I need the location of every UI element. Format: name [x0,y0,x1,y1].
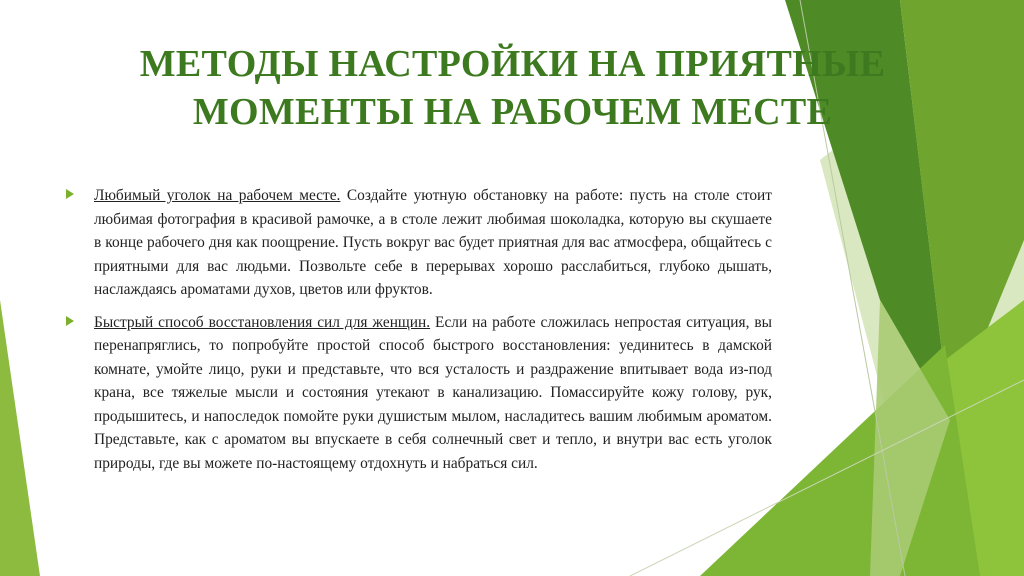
bullet-item-favorite-corner [66,184,772,302]
left-green-triangle [0,300,40,576]
bullet-text: Создайте уютную обстановку на работе: пусть на столе стоит любимая фотография в красивой рамочке, а в столе лежит любимая шоколадка, которую вы скушаете в конце рабочего дня как поощрение. Пусть вокруг вас будет приятная для вас атмосфера, общайтесь с приятными для вас людьми. Позвольте себе в перерывах хорошо расслабиться, глубоко дышать, наслаждаясь ароматами духов, цветов или фруктов. [94,187,772,298]
bullet-item-quick-recovery [66,311,772,476]
bullet-lead: Быстрый способ восстановления сил для женщин. [94,313,431,331]
title-line-2: МОМЕНТЫ НА РАБОЧЕМ МЕСТЕ [192,91,833,133]
bullet-lead: Любимый уголок на рабочем месте. [94,187,341,204]
bullet-triangle-icon [66,316,74,326]
bullet-text: Если на работе сложилась непростая ситуация, вы перенапряглись, то попробуйте простой способ быстрого восстановления: уединитесь в дамской комнате, умойте лицо, руки и представьте, что вся усталость и раздражение впитывает вода из-под крана, все тяжелые мысли и состояния утекают в канализацию. Помассируйте кожу голову, рук, продышитесь, и напоследок помойте руки душистым мылом, насладитесь вашим любимым ароматом. Представьте, как с ароматом вы впускаете в себя солнечный свет и тепло, и внутри вас есть уголок природы, где вы можете по-настоящему отдохнуть и набраться сил. [94,313,773,472]
bullet-list [66,184,772,484]
bullet-paragraph [94,311,772,476]
bullet-triangle-icon [66,189,74,199]
bullet-paragraph [94,184,772,302]
title-line-1: МЕТОДЫ НАСТРОЙКИ НА ПРИЯТНЫЕ [139,43,886,85]
slide-title [60,40,965,136]
